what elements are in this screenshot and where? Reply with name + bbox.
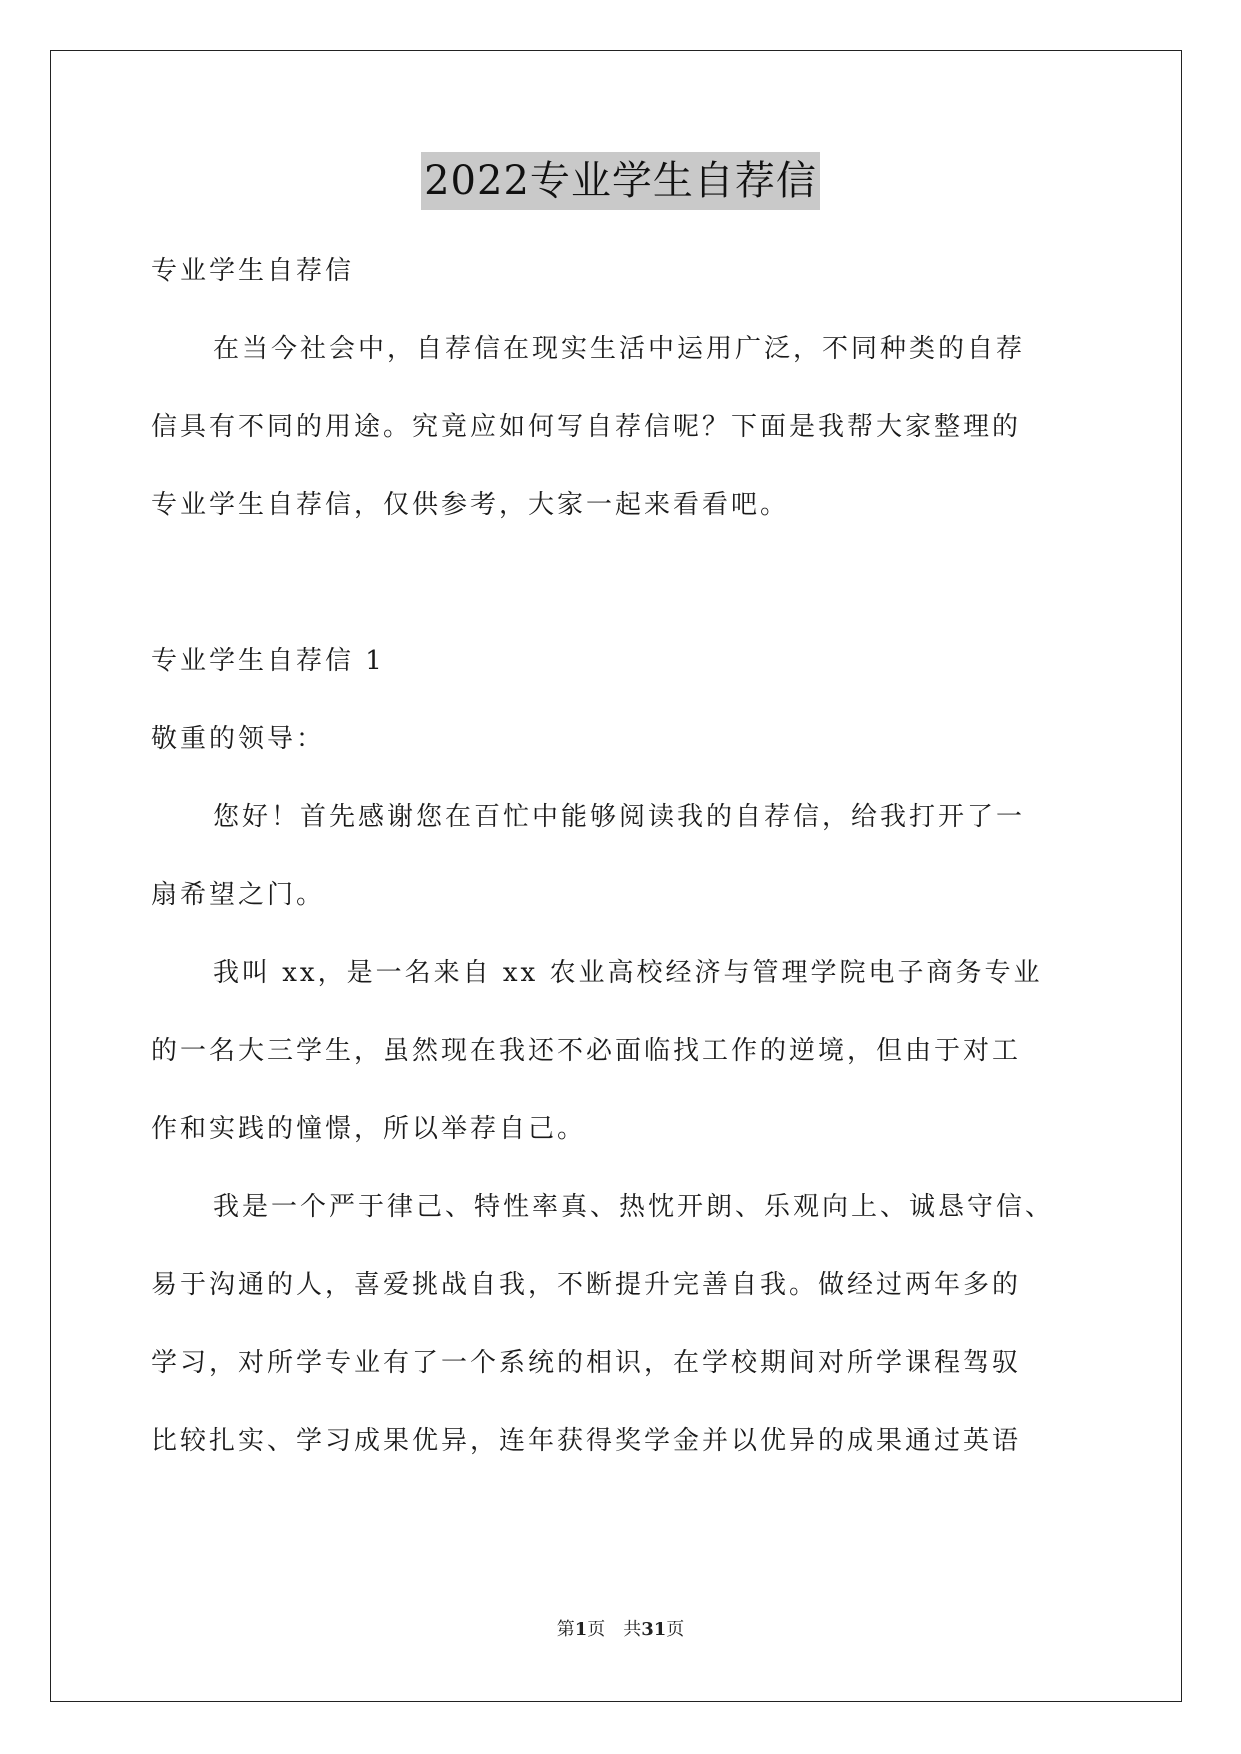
current-page-number: 1	[574, 1619, 588, 1640]
paragraph-line: 比较扎实、学习成果优异，连年获得奖学金并以优异的成果通过英语	[151, 1426, 1022, 1456]
paragraph-line: 专业学生自荐信，仅供参考，大家一起来看看吧。	[151, 490, 790, 520]
blank-line	[151, 544, 1091, 622]
page-footer	[0, 1615, 1241, 1641]
title-container	[0, 152, 1241, 210]
total-page-count: 31	[641, 1619, 667, 1640]
page-number-suffix: 页	[666, 1619, 685, 1640]
paragraph-line: 在当今社会中，自荐信在现实生活中运用广泛，不同种类的自荐	[213, 334, 1026, 364]
paragraph-line: 我是一个严于律己、特性率真、热忱开朗、乐观向上、诚恳守信、	[213, 1192, 1055, 1222]
page-number-prefix: 第	[556, 1619, 575, 1640]
salutation: 敬重的领导：	[151, 724, 326, 754]
paragraph-line: 您好！首先感谢您在百忙中能够阅读我的自荐信，给我打开了一	[213, 802, 1026, 832]
paragraph-line: 我叫 xx，是一名来自 xx 农业高校经济与管理学院电子商务专业	[213, 958, 1043, 988]
document-title: 2022专业学生自荐信	[421, 152, 820, 210]
paragraph-line: 易于沟通的人，喜爱挑战自我，不断提升完善自我。做经过两年多的	[151, 1270, 1022, 1300]
paragraph-line: 的一名大三学生，虽然现在我还不必面临找工作的逆境，但由于对工	[151, 1036, 1022, 1066]
letter-heading: 专业学生自荐信 1	[151, 646, 385, 676]
section-heading: 专业学生自荐信	[151, 256, 355, 286]
paragraph-line: 信具有不同的用途。究竟应如何写自荐信呢？下面是我帮大家整理的	[151, 412, 1022, 442]
paragraph-line: 作和实践的憧憬，所以举荐自己。	[151, 1114, 587, 1144]
paragraph-line: 扇希望之门。	[151, 880, 326, 910]
page-number-middle: 页 共	[587, 1619, 642, 1640]
document-body	[151, 232, 1091, 1480]
paragraph-line: 学习，对所学专业有了一个系统的相识，在学校期间对所学课程驾驭	[151, 1348, 1022, 1378]
